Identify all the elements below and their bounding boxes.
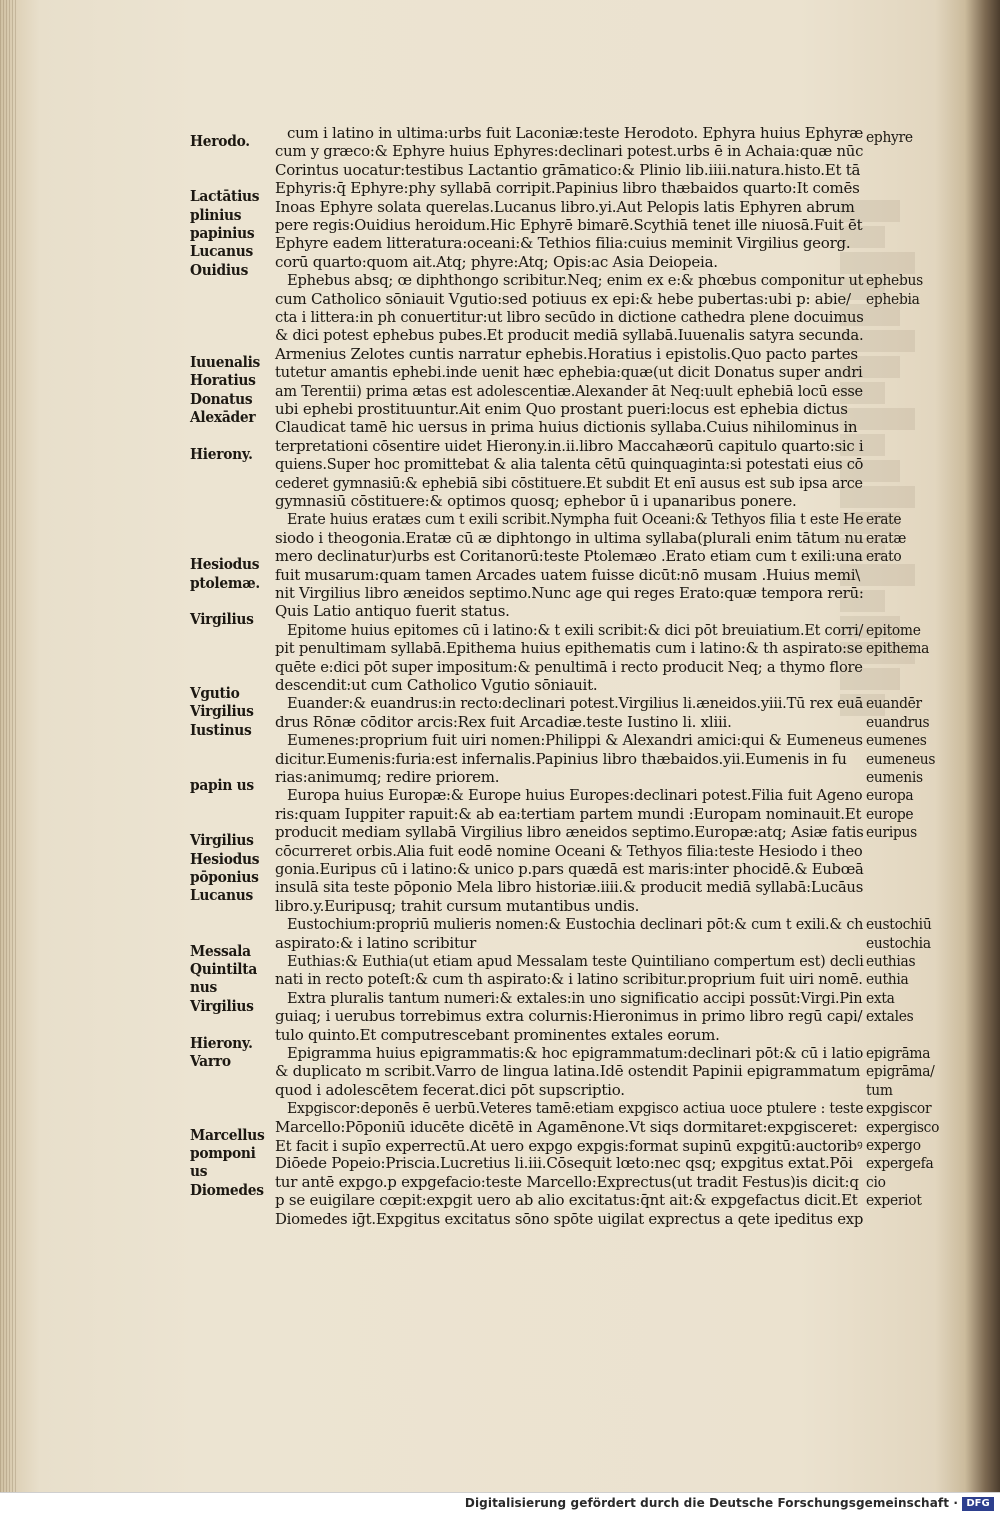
margin-note-right: epigrāma bbox=[866, 1044, 931, 1062]
margin-note-right: eumeneus bbox=[866, 749, 936, 768]
margin-note-left: Iustinus bbox=[190, 720, 252, 739]
margin-note-right: ephebia bbox=[866, 289, 920, 308]
text-line: mero declinatur)urbs est Coritanorū:teste Ptolemæo .Erato etiam cum t exili:una bbox=[275, 547, 863, 566]
margin-note-left: Virgilius bbox=[190, 702, 254, 721]
margin-note-left: ptolemæ. bbox=[190, 573, 260, 592]
margin-note-left: pōponius bbox=[190, 868, 259, 886]
margin-note-left: Alexāder bbox=[190, 408, 256, 426]
text-line: Eumenes:proprium fuit uiri nomen:Philippi & Alexandri amici:qui & Eumeneus bbox=[287, 731, 863, 750]
text-line: producit mediam syllabā Virgilius libro æneidos septimo.Europæ:atq; Asiæ fatis bbox=[275, 823, 864, 842]
text-line: Extra pluralis tantum numeri:& extales:in uno significatio accipi possūt:Virgi.Pin bbox=[287, 988, 863, 1007]
text-line: cōcurreret orbis.Alia fuit eodē nomine Oceani & Tethyos filia:teste Hesiodo i theo bbox=[275, 841, 863, 860]
text-line: am Terentii) prima ætas est adolescentiæ.Alexander āt Neq:uult ephebiā locū esse bbox=[275, 381, 863, 400]
margin-note-left: Hesiodus bbox=[190, 849, 260, 868]
margin-note-left: Ouidius bbox=[190, 260, 249, 279]
text-line: Eustochium:propriū mulieris nomen:& Eustochia declinari pōt:& cum t exili.& ch bbox=[287, 915, 864, 934]
margin-note-left: Virgilius bbox=[190, 831, 254, 850]
margin-note-right: expgiscor bbox=[866, 1099, 932, 1118]
text-line: nit Virgilius libro æneidos septimo.Nunc age qui reges Erato:quæ tempora rerū: bbox=[275, 584, 864, 602]
margin-note-left: Lucanus bbox=[190, 886, 253, 905]
text-line: ubi ephebi prostituuntur.Ait enim Quo prostant pueri:locus est ephebia dictus bbox=[275, 400, 848, 418]
text-line: gymnasiū cōstituere:& optimos quosq; ephebor ū i upanaribus ponere. bbox=[275, 492, 797, 510]
text-line: aspirato:& i latino scribitur bbox=[275, 933, 477, 952]
text-line: Armenius Zelotes cuntis narratur ephebis.Horatius i epistolis.Quo pacto partes bbox=[275, 344, 858, 363]
margin-note-right: expergefa bbox=[866, 1154, 934, 1173]
margin-note-right: experiot bbox=[866, 1191, 922, 1210]
margin-note-right: tum bbox=[866, 1080, 893, 1099]
text-line: Claudicat tamē hic uersus in prima huius dictionis syllaba.Cuius nihilominus in bbox=[275, 418, 858, 437]
text-line: Europa huius Europæ:& Europe huius Europes:declinari potest.Filia fuit Ageno bbox=[287, 786, 863, 805]
text-line: p se euigilare cœpit:expgit uero ab alio excitatus:q̄nt ait:& expgefactus dicit.Et bbox=[275, 1191, 858, 1210]
margin-note-right: euandrus bbox=[866, 712, 930, 731]
margin-note-right: expergisco bbox=[866, 1117, 940, 1136]
text-line: cum i latino in ultima:urbs fuit Laconiæ:teste Herodoto. Ephyra huius Ephyræ bbox=[287, 124, 864, 142]
margin-note-right: epithema bbox=[866, 639, 930, 658]
digitization-footer bbox=[0, 1492, 1000, 1514]
text-line: tur antē expgo.p expgefacio:teste Marcello:Exprectus(ut tradit Festus)is dicit:q bbox=[275, 1172, 859, 1191]
text-line: quēte e:dici pōt super impositum:& penultimā i recto producit Neq; a thymo flore bbox=[275, 657, 863, 676]
margin-note-right: cio bbox=[866, 1172, 886, 1191]
text-line: Inoas Ephyre solata querelas.Lucanus libro.yi.Aut Pelopis latis Ephyren abrum bbox=[275, 197, 855, 216]
margin-note-right: ephyre bbox=[866, 127, 913, 146]
text-line: descendit:ut cum Catholico Vgutio sōniauit. bbox=[275, 676, 598, 694]
margin-note-left: Herodo. bbox=[190, 132, 250, 150]
margin-note-left: Marcellus bbox=[190, 1125, 265, 1144]
text-line: fuit musarum:quam tamen Arcades uatem fuisse dicūt:nō musam .Huius memi\ bbox=[275, 565, 861, 584]
margin-note-right: eumenes bbox=[866, 731, 927, 750]
text-line: cta i littera:in ph conuertitur:ut libro secūdo in dictione cathedra plene docuimus bbox=[275, 308, 864, 326]
text-line: Quis Latio antiquo fuerit status. bbox=[275, 602, 510, 621]
text-line: ris:quam Iuppiter rapuit:& ab ea:tertiam partem mundi :Europam nominauit.Et bbox=[275, 804, 862, 823]
text-line: Et facit i supīo experrectū.At uero expgo expgis:format supinū expgitū:auctoribꝰ bbox=[275, 1137, 863, 1155]
margin-note-right: ephebus bbox=[866, 271, 923, 290]
margin-note-right: erate bbox=[866, 510, 902, 529]
margin-note-left: Varro bbox=[190, 1052, 231, 1070]
text-line: & duplicato m scribit.Varro de lingua latina.Idē ostendit Papinii epigrammatum bbox=[275, 1062, 861, 1081]
text-line: tulo quinto.Et computrescebant prominentes extales eorum. bbox=[275, 1025, 720, 1044]
text-line: rias:animumq; redire priorem. bbox=[275, 768, 500, 786]
margin-note-left: Lactātius bbox=[190, 187, 260, 206]
margin-note-right: eratæ bbox=[866, 528, 907, 547]
margin-note-left: Vgutio bbox=[190, 684, 240, 702]
text-line: corū quarto:quom ait.Atq; phyre:Atq; Opis:ac Asia Deiopeia. bbox=[275, 252, 718, 271]
text-line: terpretationi cōsentire uidet Hierony.in.ii.libro Maccahæorū capitulo quarto:sic i bbox=[275, 436, 864, 455]
text-line: siodo i theogonia.Eratæ cū æ diphtongo in ultima syllaba(plurali enim tātum nu bbox=[275, 528, 864, 547]
margin-note-right: eustochia bbox=[866, 933, 931, 952]
margin-note-right: exta bbox=[866, 988, 895, 1007]
text-line: Ephyre eadem litteratura:oceani:& Tethios filia:cuius meminit Virgilius georg. bbox=[275, 234, 851, 253]
text-line: Diomedes iḡt.Expgitus excitatus sōno spōte uigilat exprectus a qete ipeditus exp bbox=[275, 1209, 864, 1228]
margin-note-left: Quintilta bbox=[190, 960, 258, 978]
margin-note-right: euripus bbox=[866, 823, 917, 842]
text-line: Euander:& euandrus:in recto:declinari potest.Virgilius li.æneidos.yiii.Tū rex euā bbox=[287, 694, 864, 713]
text-line: & dici potest ephebus pubes.Et producit mediā syllabā.Iuuenalis satyra secunda. bbox=[275, 326, 864, 345]
margin-note-right: expergo bbox=[866, 1136, 921, 1154]
footer-credit: Digitalisierung gefördert durch die Deutsche Forschungsgemeinschaft · bbox=[464, 1496, 958, 1510]
text-line: tutetur amantis ephebi.inde uenit hæc ephebia:quæ(ut dicit Donatus super andri bbox=[275, 363, 863, 382]
margin-note-right: epigrāma/ bbox=[866, 1062, 935, 1081]
text-line: cum y græco:& Ephyre huius Ephyres:declinari potest.urbs ē in Achaia:quæ nūc bbox=[275, 142, 864, 161]
margin-note-right: extales bbox=[866, 1007, 914, 1026]
margin-note-right: epitome bbox=[866, 620, 921, 639]
text-line: Corintus uocatur:testibus Lactantio grāmatico:& Plinio lib.iiii.natura.histo.Et tā bbox=[275, 160, 861, 179]
margin-note-right: euandēr bbox=[866, 694, 922, 713]
text-line: cum Catholico sōniauit Vgutio:sed potiuus ex epi:& hebe pubertas:ubi p: abie/ bbox=[275, 289, 851, 308]
margin-note-right: europa bbox=[866, 786, 914, 805]
margin-note-left: plinius bbox=[190, 205, 242, 224]
margin-note-left: Donatus bbox=[190, 389, 253, 408]
text-line: pere regis:Ouidius heroidum.Hic Ephyrē bimarē.Scythiā tenet ille niuosā.Fuit ēt bbox=[275, 216, 863, 234]
text-line: Diōede Popeio:Priscia.Lucretius li.iii.Cōsequit lœto:nec qsq; expgitus extat.Pōi bbox=[275, 1154, 853, 1173]
text-line: quod i adolescētem fecerat.dici pōt supscriptio. bbox=[275, 1080, 625, 1099]
margin-note-left: Hesiodus bbox=[190, 555, 260, 574]
margin-note-left: pomponi bbox=[190, 1144, 256, 1162]
margin-note-right: euthia bbox=[866, 970, 909, 989]
margin-note-left: Hierony. bbox=[190, 1033, 253, 1052]
text-line: drus Rōnæ cōditor arcis:Rex fuit Arcadiæ.teste Iustino li. xliii. bbox=[275, 712, 732, 731]
text-line: libro.y.Euripusq; trahit cursum mutantibus undis. bbox=[275, 896, 640, 915]
text-line: insulā sita teste pōponio Mela libro historiæ.iiii.& producit mediā syllabā:Lucāus bbox=[275, 878, 864, 897]
margin-note-left: papin us bbox=[190, 776, 254, 794]
dfg-logo: DFG bbox=[962, 1497, 994, 1511]
margin-note-left: us bbox=[190, 1162, 208, 1181]
text-line: Epigramma huius epigrammatis:& hoc epigrammatum:declinari pōt:& cū i latio bbox=[287, 1044, 864, 1062]
margin-note-left: papinius bbox=[190, 224, 255, 242]
margin-note-right: eumenis bbox=[866, 768, 923, 786]
text-line: quiens.Super hoc promittebat & alia talenta cētū quinquaginta:si potestati eius cō bbox=[275, 455, 864, 474]
text-line: Euthias:& Euthia(ut etiam apud Messalam teste Quintiliano compertum est) decli bbox=[287, 952, 864, 970]
margin-note-right: erato bbox=[866, 547, 902, 566]
text-line: Ephyris:q̄ Ephyre:phy syllabā corripit.Papinius libro thæbaidos quarto:It comēs bbox=[275, 179, 860, 198]
text-line: Erate huius eratæs cum t exili scribit.Nympha fuit Oceani:& Tethyos filia t este He bbox=[287, 510, 864, 529]
margin-note-left: Iuuenalis bbox=[190, 352, 261, 371]
margin-note-right: europe bbox=[866, 804, 914, 823]
text-line: Ephebus absq; œ diphthongo scribitur.Neq; enim ex e:& phœbus componitur ut bbox=[287, 271, 864, 290]
text-line: guiaq; i uerubus torrebimus extra colurnis:Hieronimus in primo libro regū capi/ bbox=[275, 1007, 863, 1026]
margin-note-left: Messala bbox=[190, 941, 251, 960]
margin-note-right: euthias bbox=[866, 952, 916, 970]
margin-note-right: eustochiū bbox=[866, 915, 932, 934]
text-line: nati in recto poteſt:& cum th aspirato:& i latino scribitur.proprium fuit uiri nomē. bbox=[275, 970, 863, 989]
margin-note-left: nus bbox=[190, 978, 218, 997]
text-line: Marcello:Pōponiū iducēte dicētē in Agamēnone.Vt siqs dormitaret:expgisceret: bbox=[275, 1117, 858, 1136]
text-line: gonia.Euripus cū i latino:& unico p.pars quædā est maris:inter phocidē.& Eubœā bbox=[275, 860, 864, 878]
margin-note-left: Diomedes bbox=[190, 1180, 264, 1199]
margin-note-left: Virgilius bbox=[190, 610, 254, 629]
margin-note-left: Hierony. bbox=[190, 444, 253, 463]
margin-note-left: Horatius bbox=[190, 371, 256, 390]
text-line: cederet gymnasiū:& ephebiā sibi cōstituere.Et subdit Et enī ausus est sub ipsa arce bbox=[275, 473, 863, 492]
text-line: Expgiscor:deponēs ē uerbū.Veteres tamē:etiam expgisco actiua uoce ptulere : teste bbox=[287, 1099, 864, 1118]
text-line: dicitur.Eumenis:furia:est infernalis.Papinius libro thæbaidos.yii.Eumenis in fu bbox=[275, 749, 847, 768]
text-line: pit penultimam syllabā.Epithema huius epithematis cum i latino:& th aspirato:se bbox=[275, 639, 863, 658]
margin-note-left: Lucanus bbox=[190, 242, 253, 261]
margin-note-left: Virgilius bbox=[190, 996, 254, 1015]
text-line: Epitome huius epitomes cū i latino:& t exili scribit:& dici pōt breuiatium.Et corri/ bbox=[287, 620, 864, 639]
